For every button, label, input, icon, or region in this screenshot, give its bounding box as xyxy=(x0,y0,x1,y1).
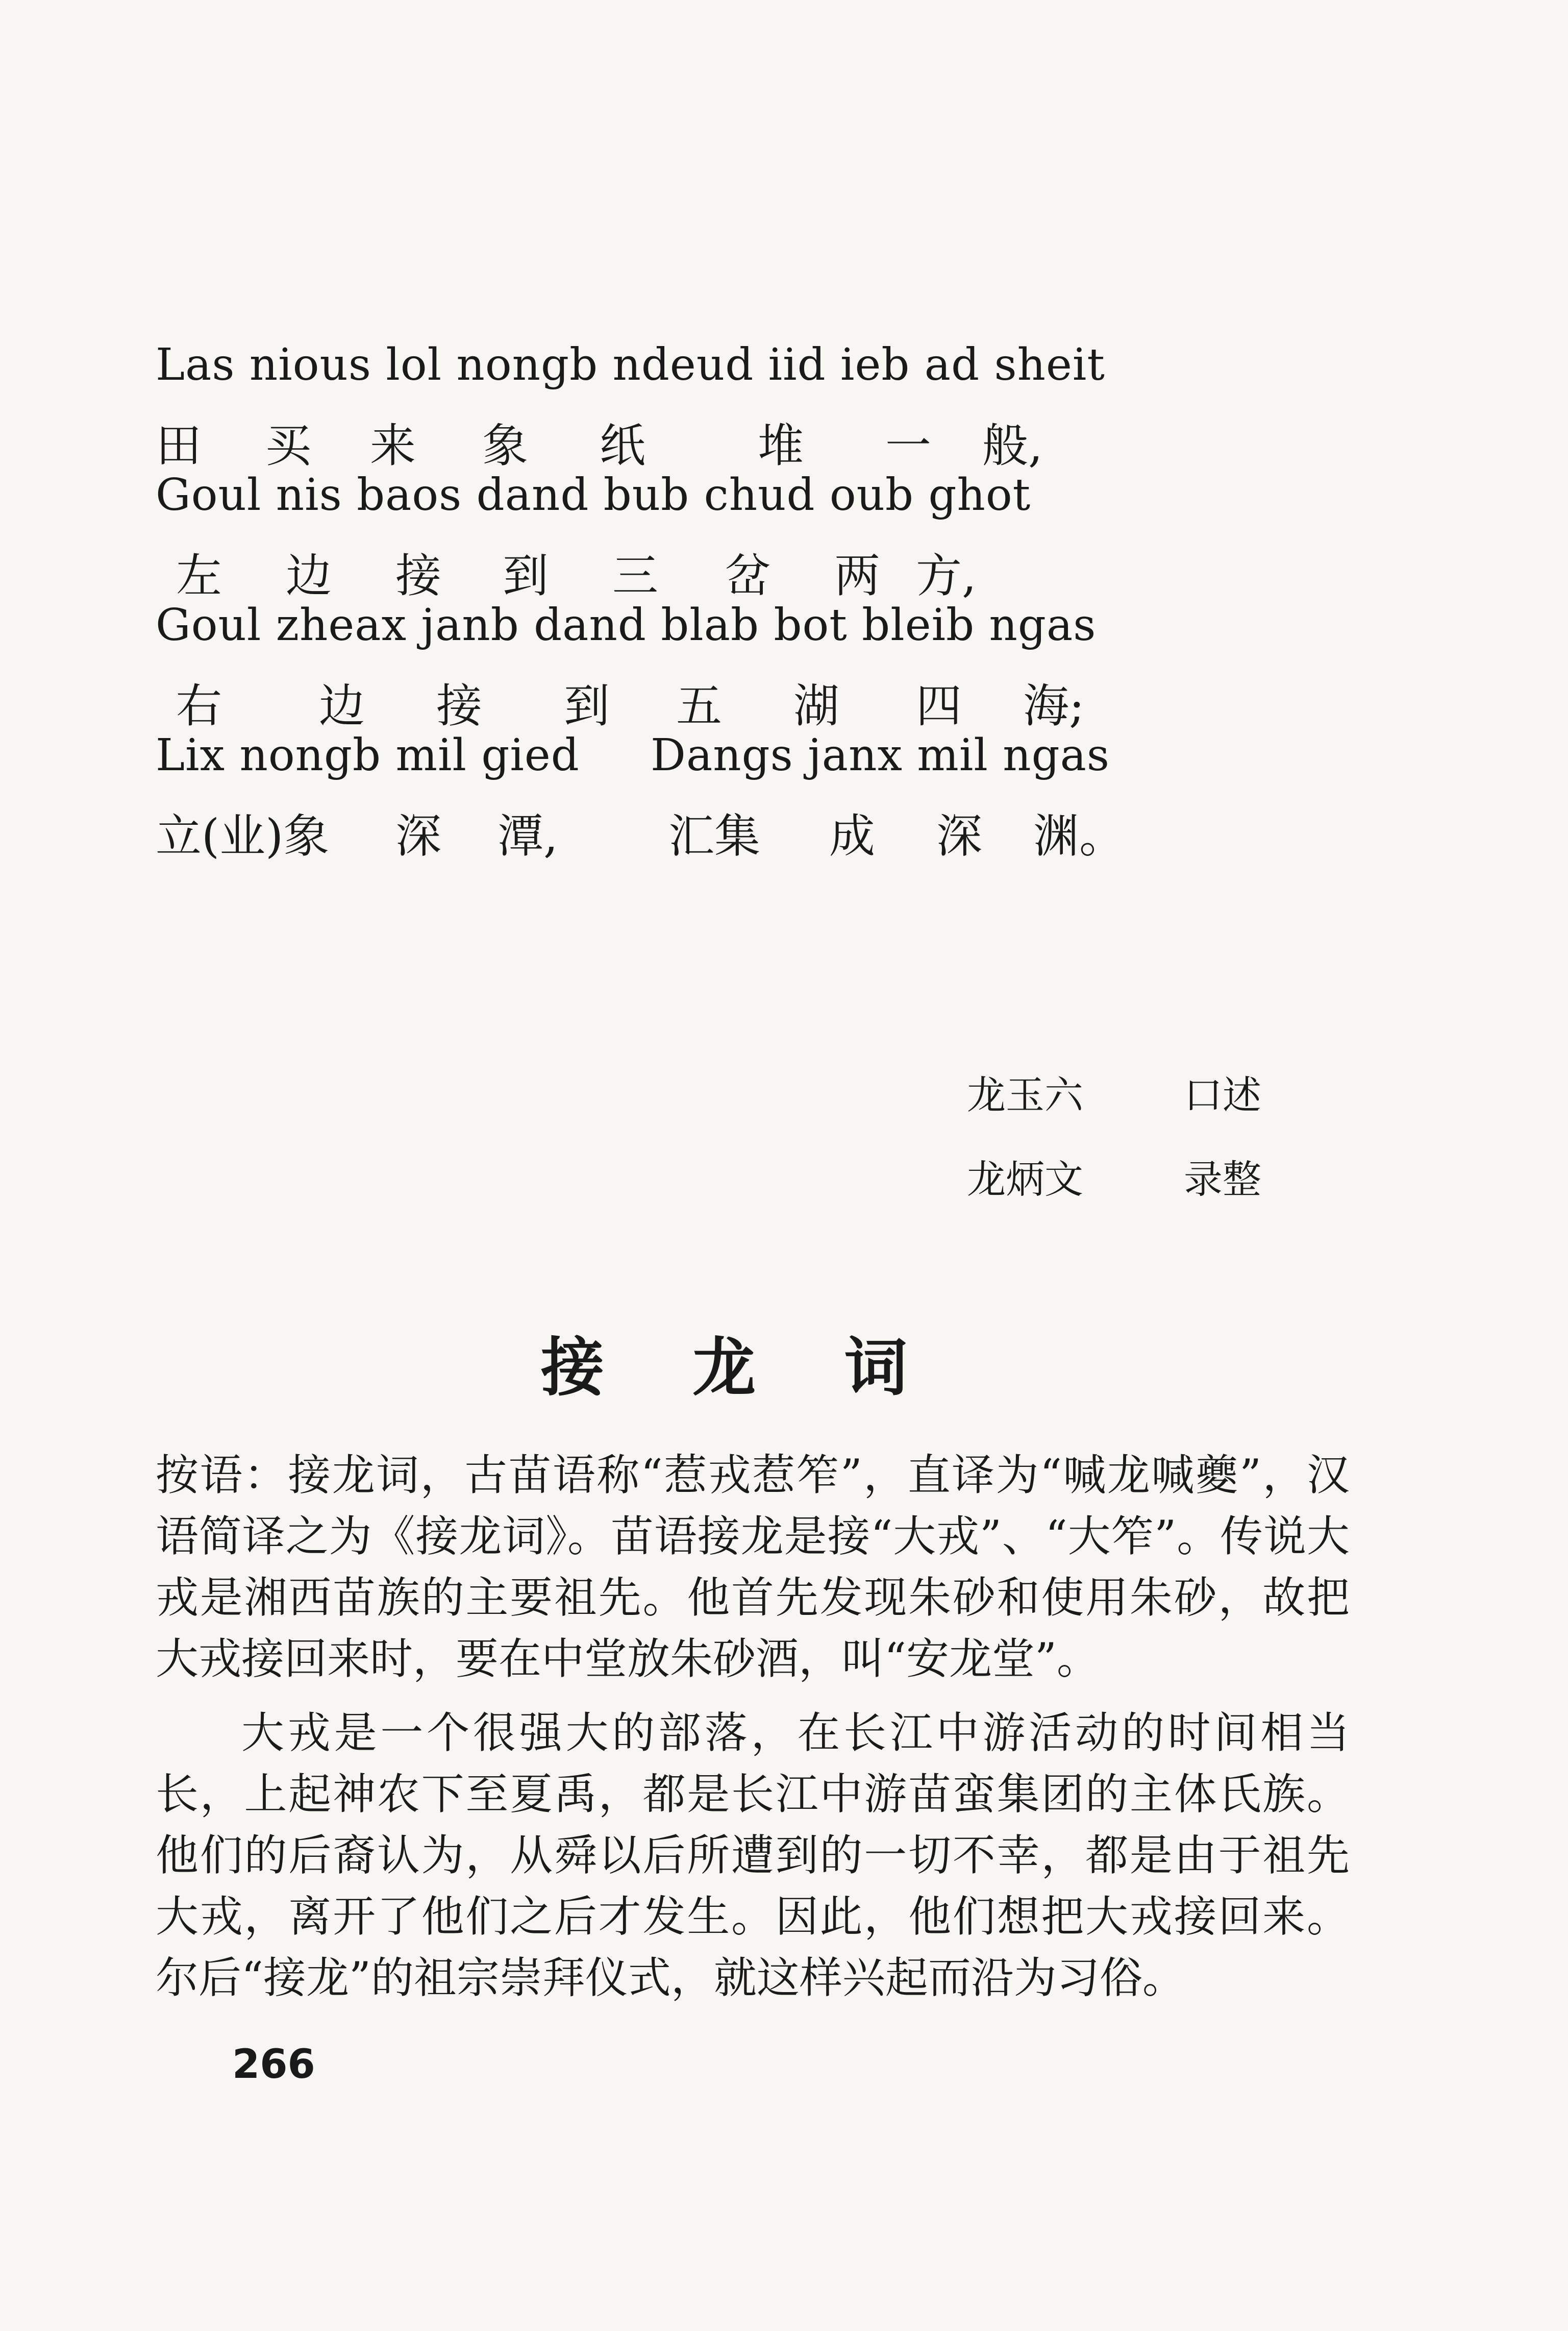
verse-miao-line-2: Goul nis baos dand bub chud oub ghot xyxy=(156,470,1031,521)
page-number: 266 xyxy=(232,2042,315,2088)
verse-char: 右 xyxy=(176,679,222,733)
verse-char: 立(业)象 xyxy=(156,809,330,863)
editor-note: 按语：接龙词，古苗语称“惹戎惹笮”，直译为“喊龙喊夔”，汉语简译之为《接龙词》。苗语接龙是接“大戎”、“大笮”。传说大戎是湘西苗族的主要祖先。他首先发现朱砂和使用朱砂，故把大戎接回来时，要在中堂放朱砂酒，叫“安龙堂”。 xyxy=(156,1450,1350,1684)
verse-char: 接 xyxy=(436,679,482,733)
page-title: 接 龙 词 xyxy=(541,1331,908,1405)
verse-char: 四 xyxy=(916,679,962,733)
narrator-name: 龙玉六 xyxy=(967,1072,1083,1118)
verse-char: 方, xyxy=(916,549,977,603)
verse-char: 两 xyxy=(834,549,880,603)
verse-chinese-line-1 xyxy=(156,408,1125,473)
verse-miao-line-4b: Dangs janx mil ngas xyxy=(651,730,1110,781)
verse-miao-line-3: Goul zheax janb dand blab bot bleib ngas xyxy=(156,600,1097,651)
verse-char: 到 xyxy=(503,549,549,603)
verse-char: 到 xyxy=(564,679,610,733)
verse-char: 纸 xyxy=(600,419,645,473)
verse-char: 三 xyxy=(612,549,658,603)
verse-chinese-line-2 xyxy=(156,538,1125,603)
narrator-role: 口述 xyxy=(1184,1072,1261,1118)
verse-char: 买 xyxy=(265,419,311,473)
verse-chinese-line-4 xyxy=(156,799,1125,863)
body-paragraph: 大戎是一个很强大的部落，在长江中游活动的时间相当长，上起神农下至夏禹，都是长江中游苗蛮集团的主体氏族。他们的后裔认为，从舜以后所遭到的一切不幸，都是由于祖先大戎，离开了他们之后才发生。因此，他们想把大戎接回来。尔后“接龙”的祖宗崇拜仪式，就这样兴起而沿为习俗。 xyxy=(156,1708,1350,2003)
verse-char: 般, xyxy=(982,419,1043,473)
verse-char: 田 xyxy=(156,419,202,473)
verse-char: 渊。 xyxy=(1033,809,1125,863)
verse-char: 五 xyxy=(676,679,722,733)
recorder-role: 录整 xyxy=(1184,1157,1261,1202)
verse-char: 成 xyxy=(829,809,875,863)
verse-char: 深 xyxy=(395,809,441,863)
verse-char: 深 xyxy=(936,809,982,863)
verse-char: 象 xyxy=(482,419,528,473)
verse-char: 潭, xyxy=(497,809,558,863)
recorder-name: 龙炳文 xyxy=(967,1157,1083,1202)
verse-char: 边 xyxy=(286,549,332,603)
verse-char: 堆 xyxy=(758,419,804,473)
verse-char: 左 xyxy=(176,549,222,603)
verse-char: 一 xyxy=(885,419,931,473)
verse-miao-line-1: Las nious lol nongb ndeud iid ieb ad sheit xyxy=(156,339,1105,390)
verse-char: 接 xyxy=(395,549,441,603)
verse-char: 来 xyxy=(370,419,416,473)
verse-miao-line-4a: Lix nongb mil gied xyxy=(156,730,580,781)
verse-chinese-line-3 xyxy=(156,669,1125,733)
verse-char: 海; xyxy=(1023,679,1085,733)
verse-char: 湖 xyxy=(793,679,839,733)
verse-char: 汇集 xyxy=(668,809,760,863)
verse-char: 岔 xyxy=(725,549,770,603)
verse-char: 边 xyxy=(319,679,365,733)
